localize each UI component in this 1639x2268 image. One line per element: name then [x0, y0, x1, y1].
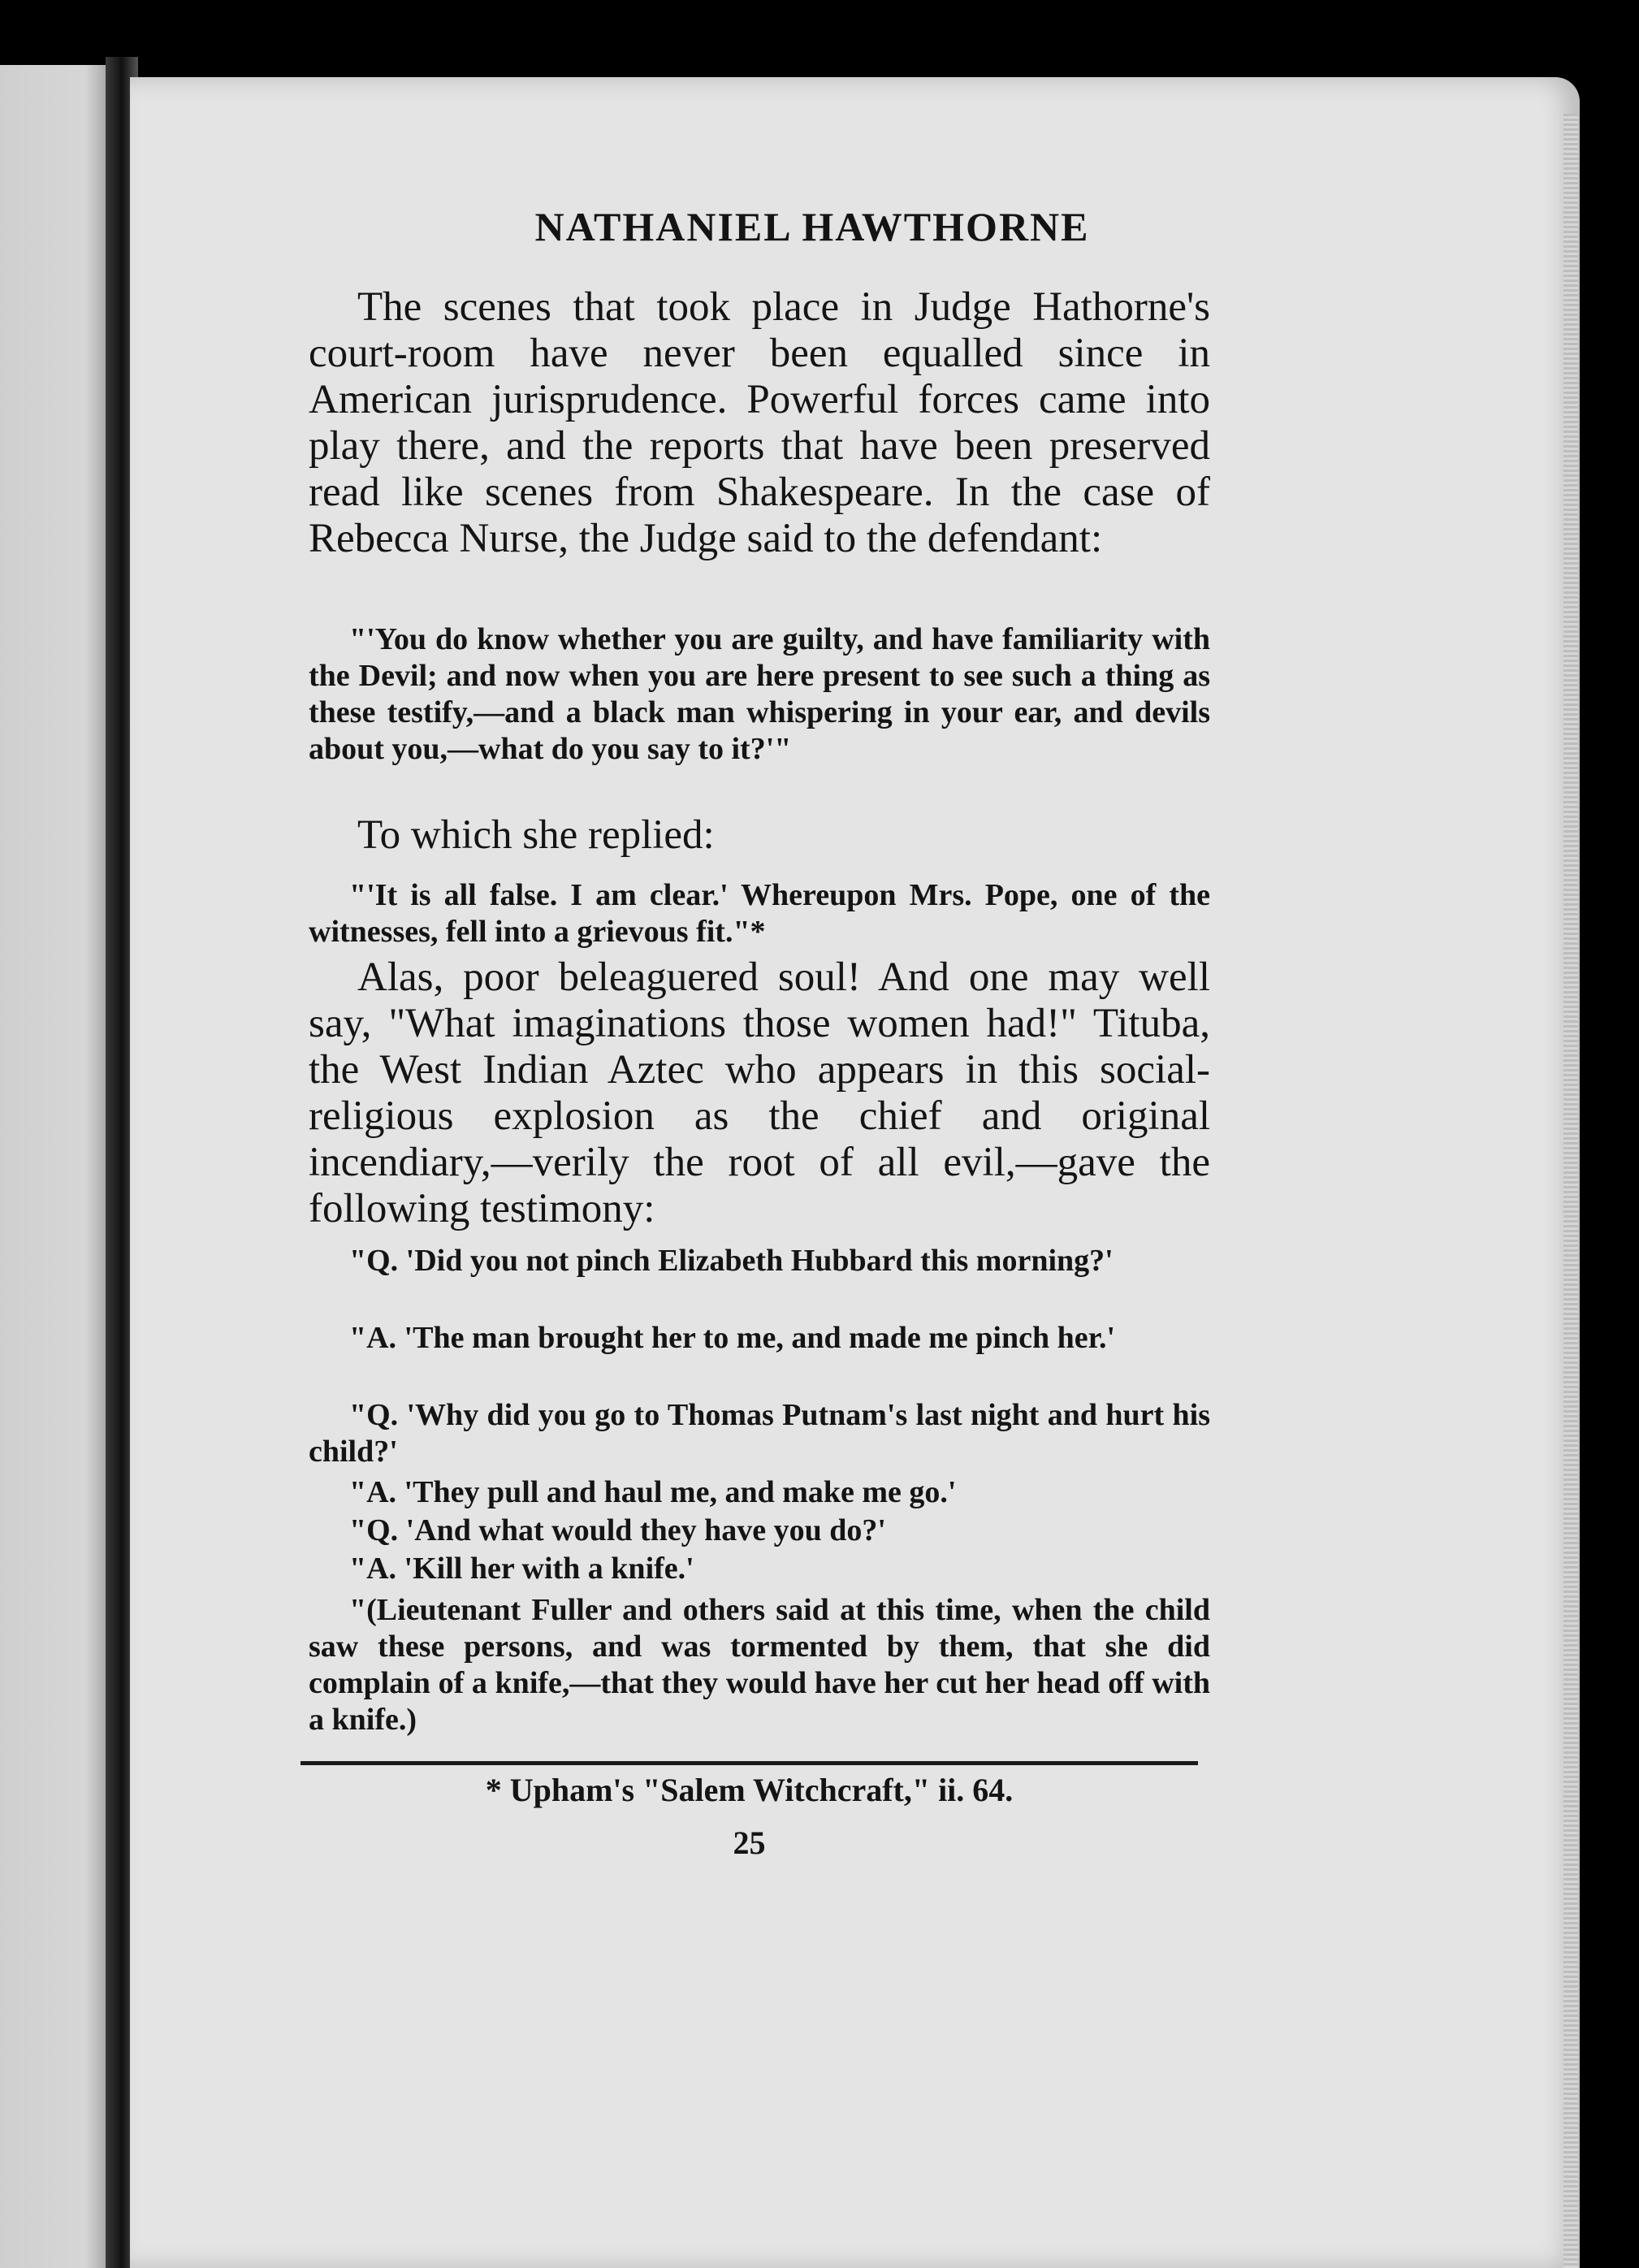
testimony-line: "Q. 'Did you not pinch Elizabeth Hubbard this morning?'	[349, 1244, 1114, 1278]
testimony-line: "A. 'They pull and haul me, and make me go.'	[349, 1475, 957, 1509]
running-head: NATHANIEL HAWTHORNE	[534, 204, 1090, 249]
testimony-line: "Q. 'Why did you go to Thomas Putnam's last night and hurt his child?'	[309, 1398, 1210, 1469]
footnote-rule	[301, 1761, 1198, 1765]
page-stack-edge	[1563, 114, 1578, 2268]
testimony-line: "A. 'The man brought her to me, and made me pinch her.'	[349, 1321, 1116, 1355]
paragraph-intro: The scenes that took place in Judge Hathorne's court-room have never been equalled since in American jurisprudence. Powerful forces came into play there, and the reports that have been preserved read like scenes from Shakespeare. In the case of Rebecca Nurse, the Judge said to the defendant:	[309, 284, 1210, 561]
testimony-note: "(Lieutenant Fuller and others said at this time, when the child saw these persons, and was tormented by them, that she did complain of a knife,—that they would have her cut her head off with a knife.)	[309, 1593, 1210, 1737]
quote-judge: "'You do know whether you are guilty, and have familiarity with the Devil; and now when you are here present to see such a thing as these testify,—and a black man whispering in your ear, and devils about you,—what do you say to it?'"	[309, 622, 1210, 766]
page-number: 25	[733, 1824, 766, 1861]
quote-reply: "'It is all false. I am clear.' Whereupon Mrs. Pope, one of the witnesses, fell into a grievous fit."*	[309, 878, 1210, 949]
paragraph-reply-intro: To which she replied:	[357, 812, 715, 858]
paragraph-tituba: Alas, poor beleaguered soul! And one may well say, "What imaginations those women had!" Tituba, the West Indian Aztec who appears in this social-religious explosion as the chief and original incendiary,—verily the root of all evil,—gave the following testimony:	[309, 954, 1210, 1231]
facing-page-edge	[0, 65, 122, 2268]
testimony-line: "Q. 'And what would they have you do?'	[349, 1513, 886, 1547]
footnote: * Upham's "Salem Witchcraft," ii. 64.	[485, 1772, 1014, 1808]
testimony-line: "A. 'Kill her with a knife.'	[349, 1552, 694, 1586]
